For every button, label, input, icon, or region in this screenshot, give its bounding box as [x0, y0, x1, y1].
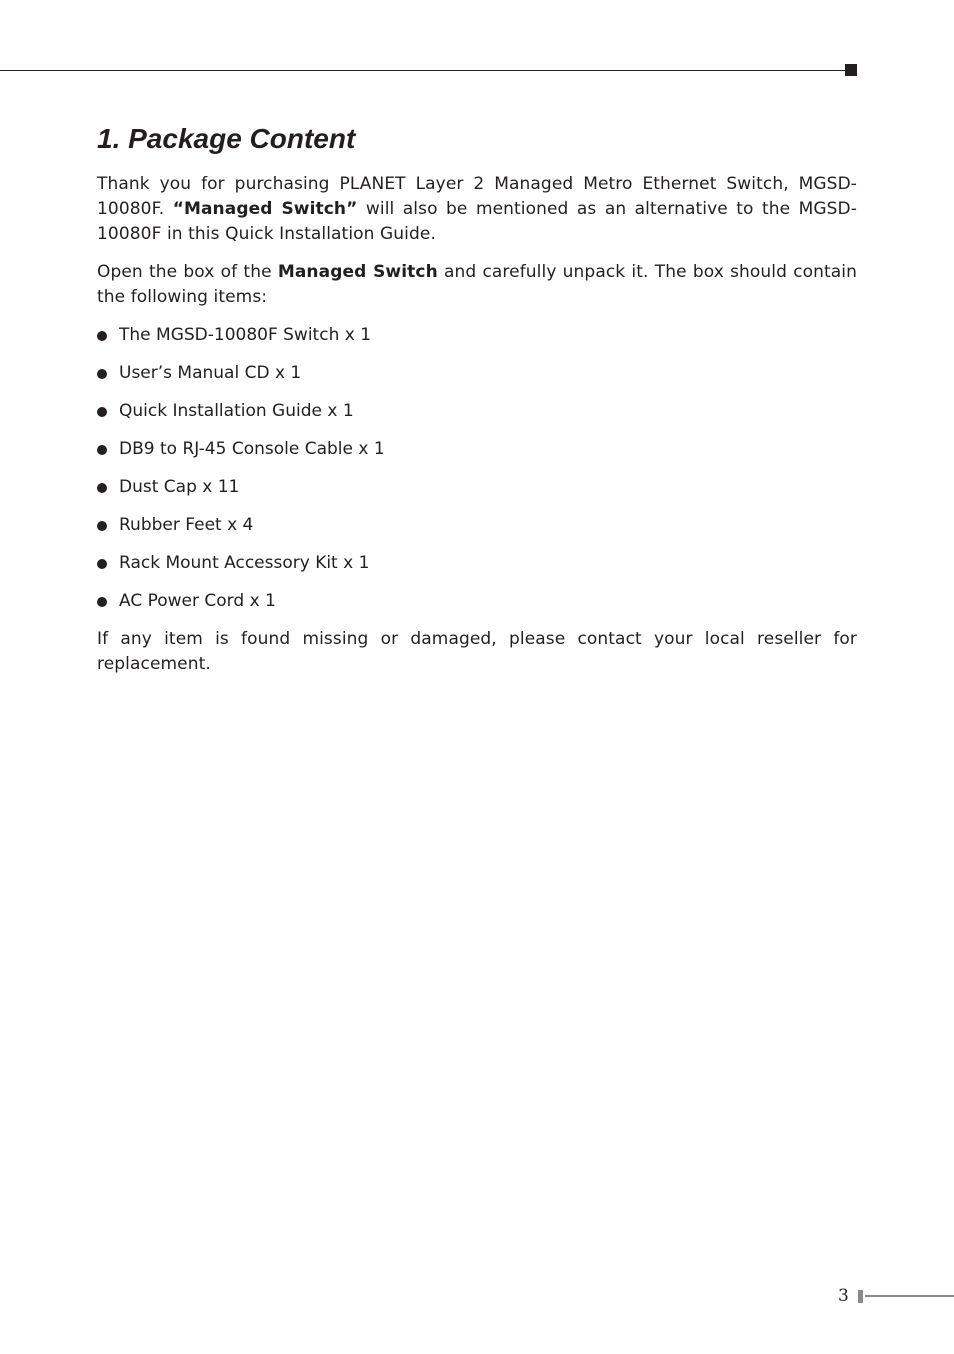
section-heading: 1. Package Content — [97, 123, 356, 154]
bullet-icon — [97, 331, 107, 341]
bullet-icon — [97, 521, 107, 531]
closing-paragraph: If any item is found missing or damaged, please contact your local reseller for replacement. — [97, 629, 857, 674]
bullet-icon — [97, 445, 107, 455]
list-item — [97, 513, 857, 538]
intro-text-2: will also be mentioned as an alternative to the MGSD-10080F in this Quick Installation Guide. — [97, 199, 857, 244]
list-item-text: The MGSD-10080F Switch x 1 — [119, 325, 372, 345]
intro-bold-term: “Managed Switch” — [172, 199, 358, 219]
page-number: 3 — [838, 1286, 849, 1306]
list-item — [97, 551, 857, 576]
list-item — [97, 361, 857, 386]
bullet-icon — [97, 483, 107, 493]
package-items-list — [97, 323, 857, 614]
page-content — [97, 118, 857, 690]
list-item-text: AC Power Cord x 1 — [119, 591, 276, 611]
open-box-bold-term: Managed Switch — [277, 262, 438, 282]
list-item — [97, 323, 857, 348]
header-square-marker — [845, 64, 857, 76]
list-item-text: Rack Mount Accessory Kit x 1 — [119, 553, 370, 573]
list-item-text: Rubber Feet x 4 — [119, 515, 254, 535]
bullet-icon — [97, 369, 107, 379]
footer-marker — [858, 1290, 863, 1303]
open-box-text-2: and carefully unpack it. The box should contain the following items: — [97, 262, 858, 307]
list-item — [97, 589, 857, 614]
list-item — [97, 399, 857, 424]
intro-text-1: Thank you for purchasing PLANET Layer 2 Managed Metro Ethernet Switch, MGSD-10080F. — [97, 174, 857, 219]
bullet-icon — [97, 559, 107, 569]
list-item-text: Dust Cap x 11 — [119, 477, 240, 497]
intro-paragraph — [97, 172, 857, 247]
list-item — [97, 437, 857, 462]
list-item — [97, 475, 857, 500]
open-box-paragraph — [97, 260, 857, 310]
open-box-text-1: Open the box of the — [97, 262, 278, 282]
bullet-icon — [97, 407, 107, 417]
list-item-text: Quick Installation Guide x 1 — [119, 401, 354, 421]
list-item-text: User’s Manual CD x 1 — [119, 363, 302, 383]
footer-rule — [865, 1295, 954, 1297]
bullet-icon — [97, 597, 107, 607]
header-rule — [0, 70, 848, 71]
list-item-text: DB9 to RJ-45 Console Cable x 1 — [119, 439, 385, 459]
